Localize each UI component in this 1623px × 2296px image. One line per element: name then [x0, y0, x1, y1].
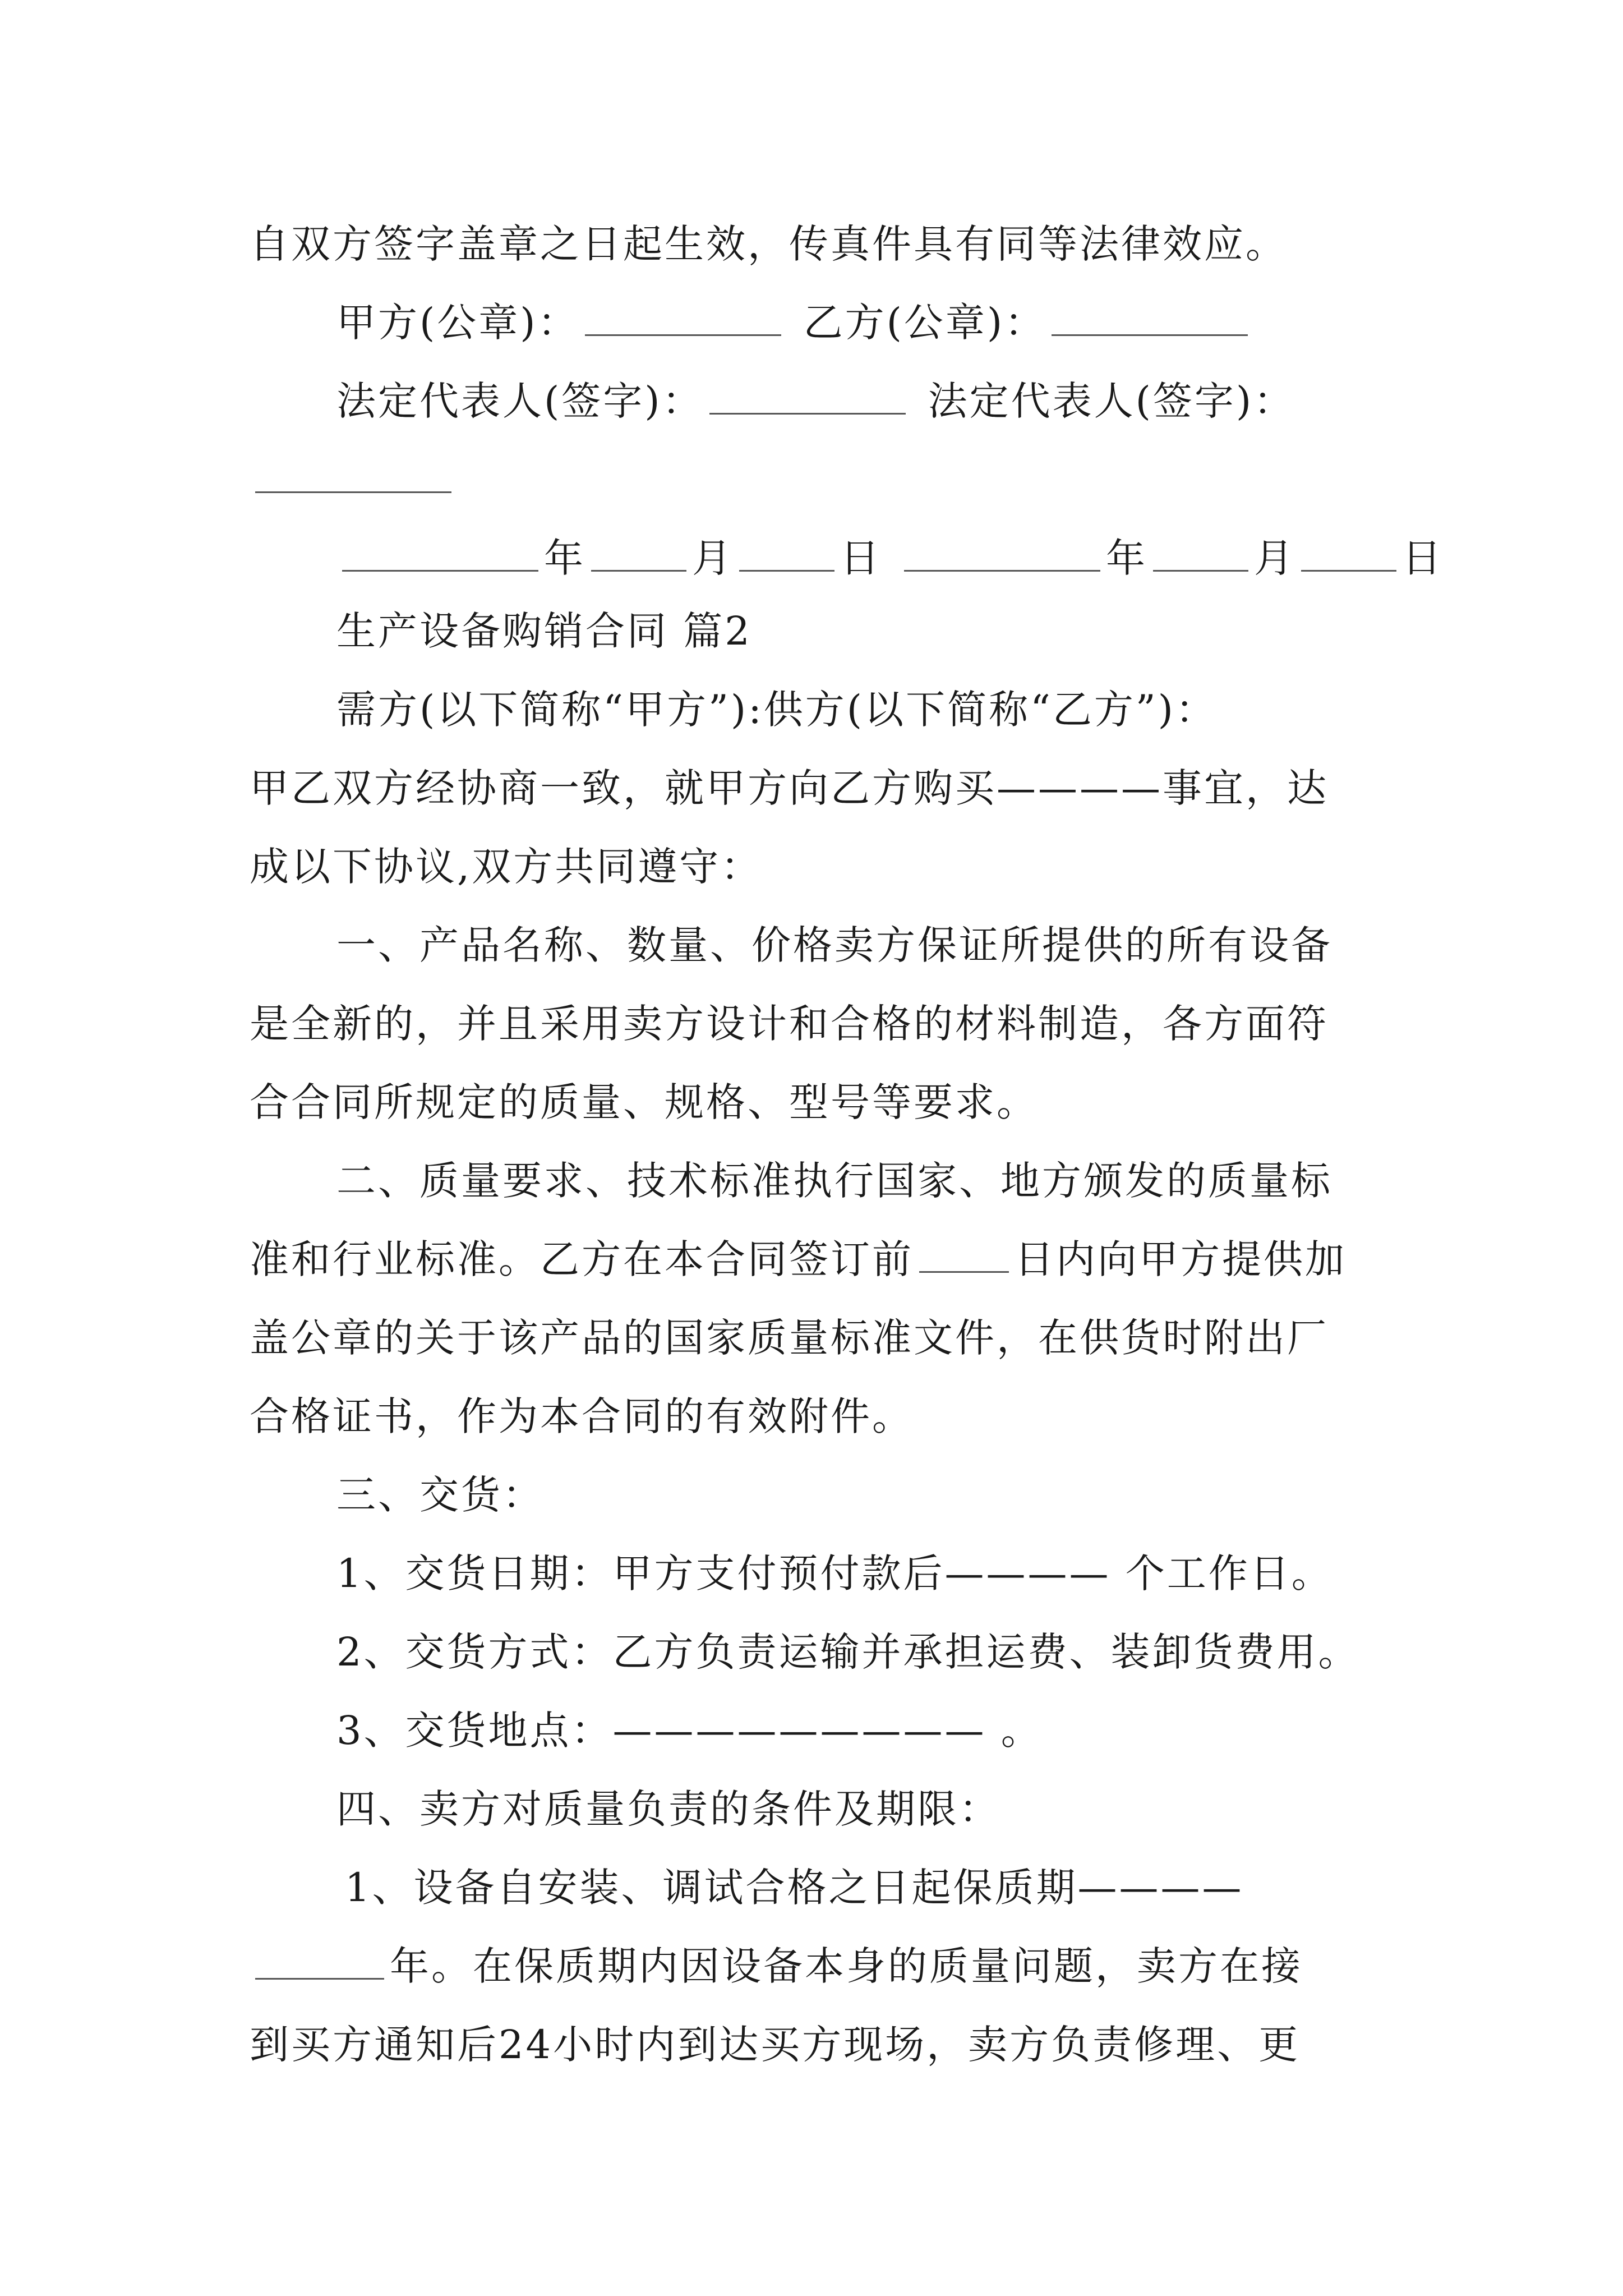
- party-b-year-blank[interactable]: [904, 536, 1100, 572]
- text-segment: 准和行业标准。乙方在本合同签订前: [250, 1236, 914, 1282]
- text-line: 到买方通知后24小时内到达买方现场，卖方负责修理、更: [250, 2022, 1301, 2068]
- party-a-seal-label: 甲方(公章)：: [336, 300, 579, 346]
- party-b-representative-label: 法定代表人(签字)：: [928, 378, 1295, 424]
- text-line: 合格证书，作为本合同的有效附件。: [250, 1393, 914, 1439]
- party-b-day-blank[interactable]: [1301, 536, 1396, 572]
- text-line: 1、交货日期：甲方支付预付款后———— 个工作日。: [336, 1550, 1333, 1596]
- party-b-representative-blank-line: [250, 452, 457, 508]
- year-label: 年: [544, 535, 585, 581]
- text-line: 成以下协议,双方共同遵守：: [250, 844, 763, 890]
- text-line: [250, 1231, 1347, 1287]
- text-line: 甲乙双方经协商一致，就甲方向乙方购买————事宜，达: [250, 765, 1329, 811]
- party-a-year-blank[interactable]: [342, 536, 538, 572]
- text-segment: 年。在保质期内因设备本身的质量问题，卖方在接: [390, 1943, 1303, 1989]
- year-label: 年: [1106, 535, 1147, 581]
- day-label: 日: [840, 535, 882, 581]
- party-a-day-blank[interactable]: [739, 536, 834, 572]
- text-line: 是全新的，并且采用卖方设计和合格的材料制造，各方面符: [250, 1001, 1329, 1047]
- party-b-representative-blank[interactable]: [255, 458, 451, 493]
- days-blank[interactable]: [919, 1237, 1009, 1273]
- signature-line-seal: [336, 295, 1253, 351]
- text-line: 三、交货：: [336, 1472, 544, 1518]
- party-a-representative-blank[interactable]: [709, 379, 906, 415]
- text-line: 盖公章的关于该产品的国家质量标准文件，在供货时附出厂: [250, 1315, 1329, 1361]
- party-a-seal-blank[interactable]: [585, 301, 781, 336]
- warranty-years-blank[interactable]: [255, 1944, 384, 1980]
- text-line: 需方(以下简称“甲方”):供方(以下简称“乙方”)：: [336, 687, 1217, 733]
- month-label: 月: [1254, 535, 1295, 581]
- text-line: [250, 1938, 1303, 1994]
- party-a-month-blank[interactable]: [591, 536, 686, 572]
- party-b-month-blank[interactable]: [1153, 536, 1248, 572]
- party-b-seal-label: 乙方(公章)：: [803, 300, 1046, 346]
- month-label: 月: [692, 535, 734, 581]
- text-line: 四、卖方对质量负责的条件及期限：: [336, 1786, 1000, 1832]
- text-line: 一、产品名称、数量、价格卖方保证所提供的所有设备: [336, 922, 1332, 968]
- text-line: 2、交货方式：乙方负责运输并承担运费、装卸货费用。: [336, 1629, 1360, 1675]
- party-a-representative-label: 法定代表人(签字)：: [336, 378, 704, 424]
- text-line: 1、设备自安装、调试合格之日起保质期————: [345, 1865, 1244, 1911]
- date-line: [336, 530, 1444, 586]
- party-b-seal-blank[interactable]: [1052, 301, 1248, 336]
- signature-line-representative: [336, 373, 1295, 429]
- text-line: 3、交货地点：————————— 。: [336, 1708, 1043, 1754]
- text-line: 二、质量要求、技术标准执行国家、地方颁发的质量标: [336, 1158, 1332, 1204]
- text-line: 合合同所规定的质量、规格、型号等要求。: [250, 1079, 1038, 1125]
- text-segment: 日内向甲方提供加: [1015, 1236, 1347, 1282]
- day-label: 日: [1402, 535, 1444, 581]
- text-line: 自双方签字盖章之日起生效，传真件具有同等法律效应。: [250, 221, 1287, 267]
- section-title: 生产设备购销合同 篇2: [336, 608, 752, 654]
